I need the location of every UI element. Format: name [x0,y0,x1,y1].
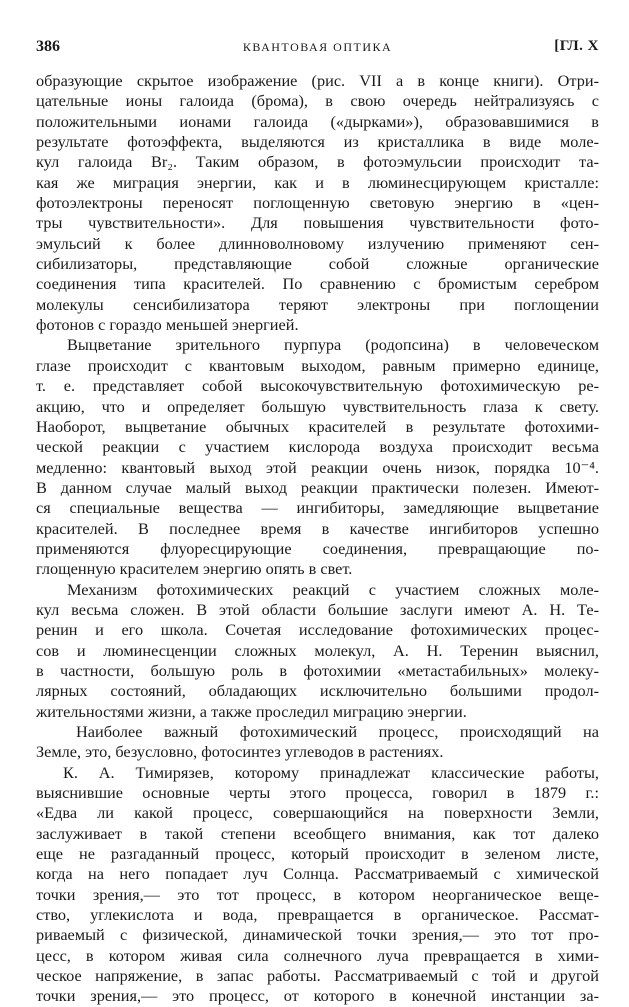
text-line: Наиболее важный фотохимический процесс, происходящий на [76,722,599,741]
text-line: фотонов с гораздо меньшей энергией. [36,315,299,335]
text-line: еще не разгаданный процесс, который происходит в зеленом листе, [36,844,599,864]
text-line: эмульсий к более длинноволновому излучению применяют сен- [36,233,599,253]
text-line: Выцветание зрительного пурпура (родопсина) в человеческом [67,335,599,355]
text-line: ческой реакции с участием кислорода воздуха происходит весьма [36,437,599,457]
page-header [36,38,599,60]
text-line: Наоборот, выцветание обычных красителей в результате фотохими- [36,416,599,436]
text-line: цесс, в котором живая сила солнечного луча превращается в хими- [36,945,599,965]
text-line: заслуживает в такой степени всеобщего внимания, как тот далеко [36,823,599,843]
text-line: ство, углекислота и вода, превращается в органическое. Рассмат- [36,905,599,925]
text-line: акцию, что и определяет большую чувствительность глаза к свету. [36,396,599,416]
text-line: ся специальные вещества — ингибиторы, замедляющие выцветание [36,498,599,518]
text-line: цательные ионы галоида (брома), в свою очередь нейтрализуясь с [36,91,599,111]
text-line: соединения типа красителей. По сравнению с бромистым серебром [36,274,599,294]
text-line: ческое напряжение, в запас работы. Рассматриваемый с той и другой [36,966,599,986]
text-line: выяснившие основные черты этого процесса, говорил в 1879 г.: [36,783,599,803]
text-line: глощенную красителем энергию опять в свет. [36,559,353,579]
text-line: результате фотоэффекта, выделяются из кристаллика в виде моле- [36,132,599,152]
text-line: кая же миграция энергии, как и в люминесцирующем кристалле: [36,172,599,192]
chapter-marker: [ГЛ. X [554,38,599,54]
text-line: сибилизаторы, представляющие собой сложные органические [36,254,599,274]
page-body [36,71,599,1007]
text-line: применяются флуоресцирующие соединения, превращающие по- [36,538,599,558]
text-line: точки зрения,— это тот процесс, в котором неорганическое веще- [36,884,599,904]
running-title: КВАНТОВАЯ ОПТИКА [242,40,393,54]
page-number: 386 [36,38,60,55]
text-line: риваемый с физической, динамической точки зрения,— это тот про- [36,925,599,945]
text-line: в частности, большую роль в фотохимии «метастабильных» молеку- [36,660,599,680]
text-line: положительными ионами галоида («дырками»), образовавшимися в [36,111,599,131]
text-line: Земле, это, безусловно, фотосинтез углеводов в растениях. [36,742,444,762]
text-line: когда на него попадает луч Солнца. Рассматриваемый с химической [36,864,599,884]
text-line: медленно: квантовый выход этой реакции очень низок, порядка 10⁻⁴. [36,457,599,477]
text-line: кул галоида Br₂. Таким образом, в фотоэмульсии происходит та- [36,152,599,172]
text-line: молекулы сенсибилизатора теряют электроны при поглощении [36,294,599,314]
text-line: кул весьма сложен. В этой области большие заслуги имеют А. Н. Те- [36,599,599,619]
text-line: образующие скрытое изображение (рис. VII а в конце книги). Отри- [36,71,599,90]
text-line: К. А. Тимирязев, которому принадлежат классические работы, [63,762,599,782]
text-line: сов и люминесценции сложных молекул, А. Н. Теренин выяснил, [36,640,599,660]
text-line: т. е. представляет собой высокочувствительную фотохимическую ре- [36,376,599,396]
text-line: фотоэлектроны переносят поглощенную световую энергию в «цен- [36,193,599,213]
text-line: «Едва ли какой процесс, совершающийся на поверхности Земли, [36,803,599,823]
text-line: Механизм фотохимических реакций с участием сложных моле- [67,579,599,599]
text-line: тры чувствительности». Для повышения чувствительности фото- [36,213,599,233]
text-line: глазе происходит с квантовым выходом, равным примерно единице, [36,355,599,375]
text-line: жительностями жизни, а также проследил миграцию энергии. [36,701,467,721]
text-line: лярных состояний, обладающих исключительно большими продол- [36,681,599,701]
text-line: точки зрения,— это процесс, от которого в конечной инстанции за- [36,986,599,1006]
text-line: красителей. В последнее время в качестве ингибиторов успешно [36,518,599,538]
text-line: В данном случае малый выход реакции практически полезен. Имеют- [36,477,599,497]
text-line: ренин и его школа. Сочетая исследование фотохимических процес- [36,620,599,640]
